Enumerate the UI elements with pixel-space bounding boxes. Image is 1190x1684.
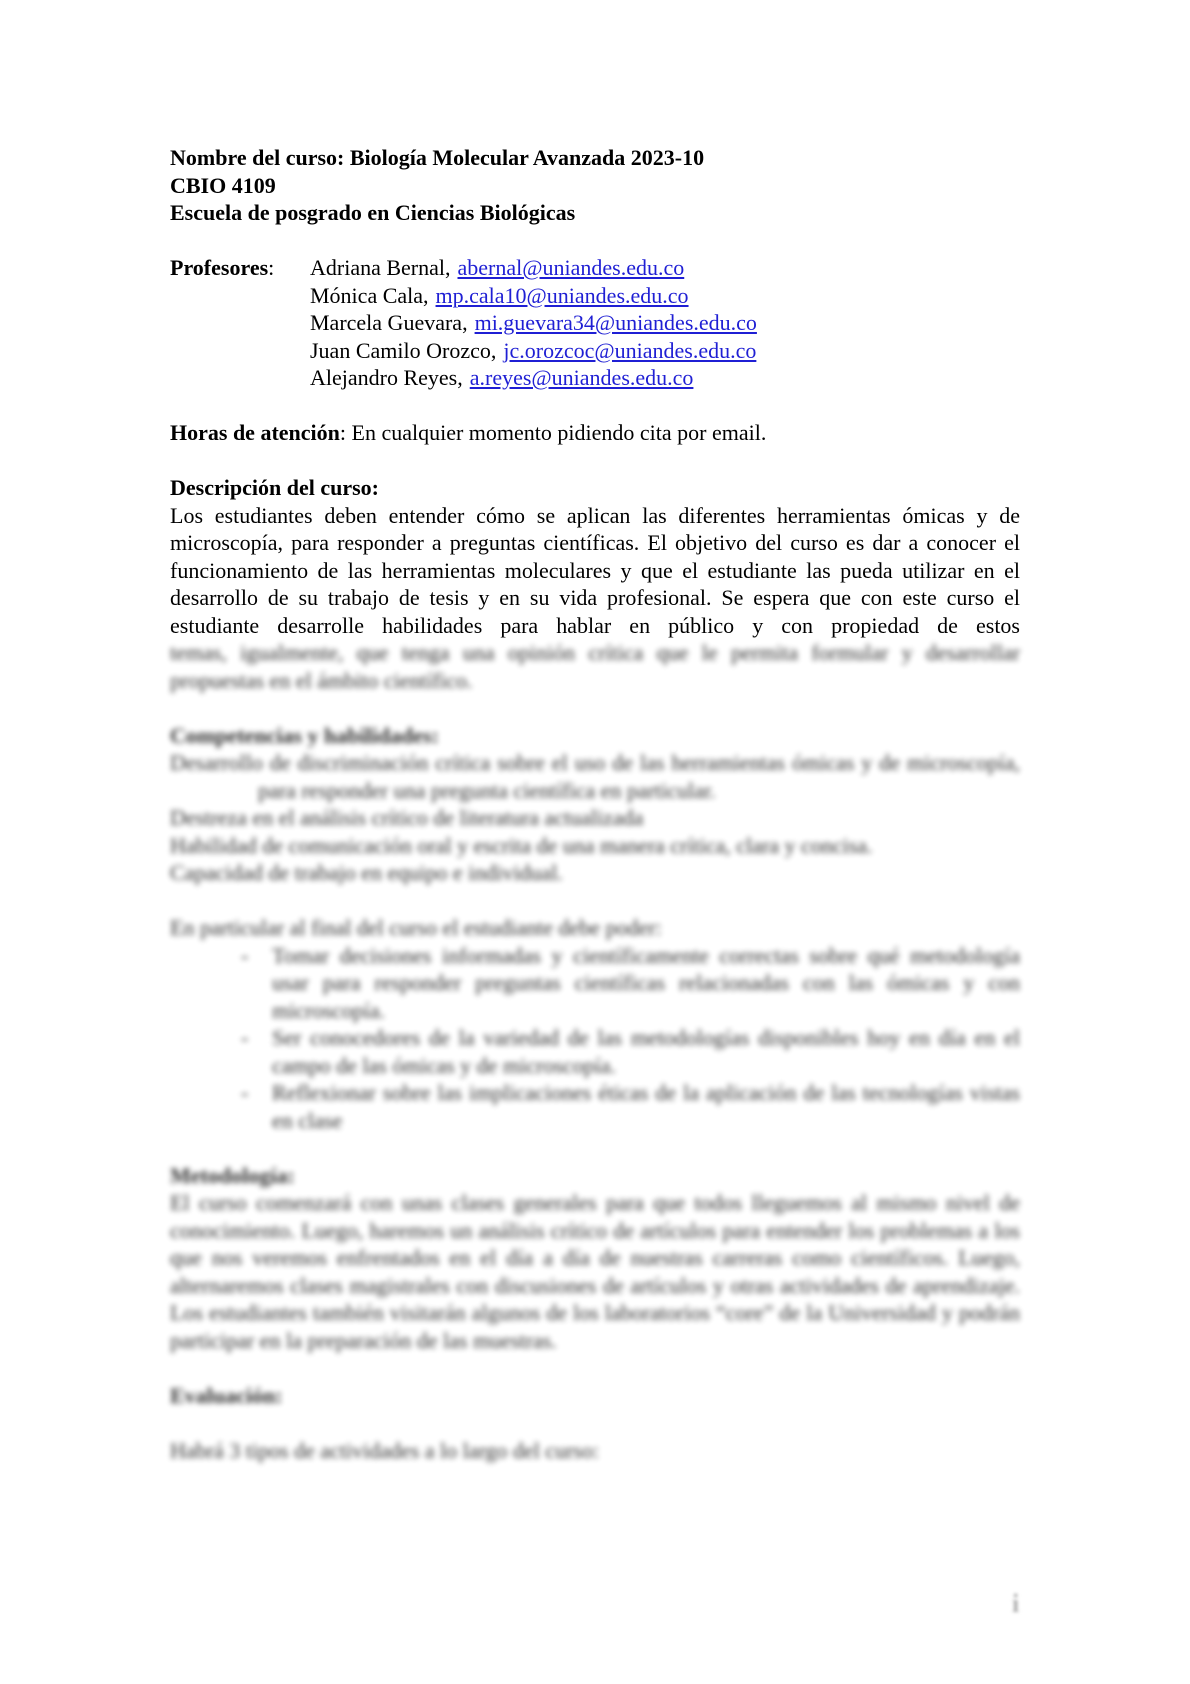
professor-name: Alejandro Reyes, [310, 365, 463, 390]
outcome-text: Ser conocedores de la variedad de las metodologías disponibles hoy en día en el campo de las ómicas y de microscopía. [272, 1025, 1020, 1078]
professors-list [310, 254, 1020, 392]
outcomes-section [170, 914, 1020, 1134]
bullet-dash: - [241, 1025, 249, 1050]
evaluation-heading: Evaluación: [170, 1382, 283, 1408]
office-hours-text: : En cualquier momento pidiendo cita por email. [339, 420, 767, 445]
outcome-bullet [170, 942, 1020, 1025]
description-body-blurred: temas, igualmente, que tenga una opinión crítica que le permita formular y desarrollar propuestas en el ámbito científico. [170, 640, 1020, 693]
bullet-dash: - [241, 1080, 249, 1105]
bullet-dash: - [241, 942, 249, 968]
professors-label-text: Profesores [170, 255, 269, 280]
professor-email-link[interactable]: abernal@uniandes.edu.co [457, 255, 685, 280]
course-code: CBIO 4109 [170, 172, 276, 198]
outcome-text: Reflexionar sobre las implicaciones éticas de la aplicación de las tecnologías vistas en clase [272, 1080, 1020, 1133]
professor-name: Adriana Bernal, [310, 255, 451, 280]
methodology-heading: Metodología: [170, 1162, 295, 1188]
professor-name: Marcela Guevara, [310, 310, 468, 335]
office-hours-label: Horas de atención [170, 420, 340, 445]
office-hours [170, 419, 1020, 447]
outcome-bullet [170, 1024, 1020, 1079]
competencies-heading: Competencias y habilidades: [170, 722, 439, 748]
course-title: Nombre del curso: Biología Molecular Avanzada 2023-10 [170, 145, 705, 170]
competency-item: Habilidad de comunicación oral y escrita de una manera crítica, clara y concisa. [170, 832, 873, 858]
competencies-section [170, 722, 1020, 887]
outcome-text: Tomar decisiones informadas y científicamente correctas sobre qué metodología usar para responder preguntas científicas relacionadas con las ómicas y con microscopía. [272, 942, 1020, 1023]
outcome-bullet [170, 1079, 1020, 1134]
competency-item: Destreza en el análisis crítico de literatura actualizada [170, 805, 644, 830]
professor-row [310, 309, 1020, 337]
description-section [170, 474, 1020, 694]
page-number: i [1012, 1589, 1020, 1618]
competency-item: Desarrollo de discriminación crítica sobre el uso de las herramientas ómicas y de microscopía, para responder una pregunta científica en particular. [170, 750, 1020, 803]
page-content [170, 144, 1020, 1464]
professor-row [310, 337, 1020, 365]
outcomes-intro: En particular al final del curso el estudiante debe poder: [170, 915, 662, 940]
methodology-body: El curso comenzará con unas clases generales para que todos lleguemos al mismo nivel de conocimiento. Luego, haremos un análisis crítico de artículos para entender los problemas a los que nos veremos enfrentados en el día a día de nuestras carreras como científicos. Luego, alternaremos clases magistrales con discusiones de artículos y otras actividades de aprendizaje. Los estudiantes también visitarán algunos de los laboratorios “core” de la Universidad y podrán participar en la preparación de las muestras. [170, 1190, 1020, 1353]
professor-row [310, 254, 1020, 282]
professor-name: Mónica Cala, [310, 282, 429, 308]
school-name: Escuela de posgrado en Ciencias Biológicas [170, 200, 576, 225]
professor-email-link[interactable]: mp.cala10@uniandes.edu.co [435, 282, 689, 308]
professor-row [310, 282, 1020, 310]
professor-email-link[interactable]: jc.orozcoc@uniandes.edu.co [503, 337, 757, 363]
evaluation-intro: Habrá 3 tipos de actividades a lo largo del curso: [170, 1437, 600, 1463]
course-header [170, 144, 1020, 227]
methodology-section [170, 1162, 1020, 1355]
professor-row [310, 364, 1020, 392]
description-heading: Descripción del curso: [170, 475, 379, 500]
professors-label [170, 254, 274, 282]
competency-item: Capacidad de trabajo en equipo e individual. [170, 860, 563, 885]
evaluation-section [170, 1382, 1020, 1465]
professor-email-link[interactable]: a.reyes@uniandes.edu.co [469, 365, 694, 390]
professors-section [170, 254, 1020, 392]
professors-label-colon: : [268, 255, 275, 280]
description-body: Los estudiantes deben entender cómo se aplican las diferentes herramientas ómicas y de microscopía, para responder a preguntas científicas. El objetivo del curso es dar a conocer el funcionamiento de las herramientas moleculares y que el estudiante las pueda utilizar en el desarrollo de su trabajo de tesis y en su vida profesional. Se espera que con este curso el estudiante desarrolle habilidades para hablar en público y con propiedad de estos [170, 502, 1020, 638]
professor-name: Juan Camilo Orozco, [310, 337, 497, 363]
professor-email-link[interactable]: mi.guevara34@uniandes.edu.co [474, 310, 757, 335]
